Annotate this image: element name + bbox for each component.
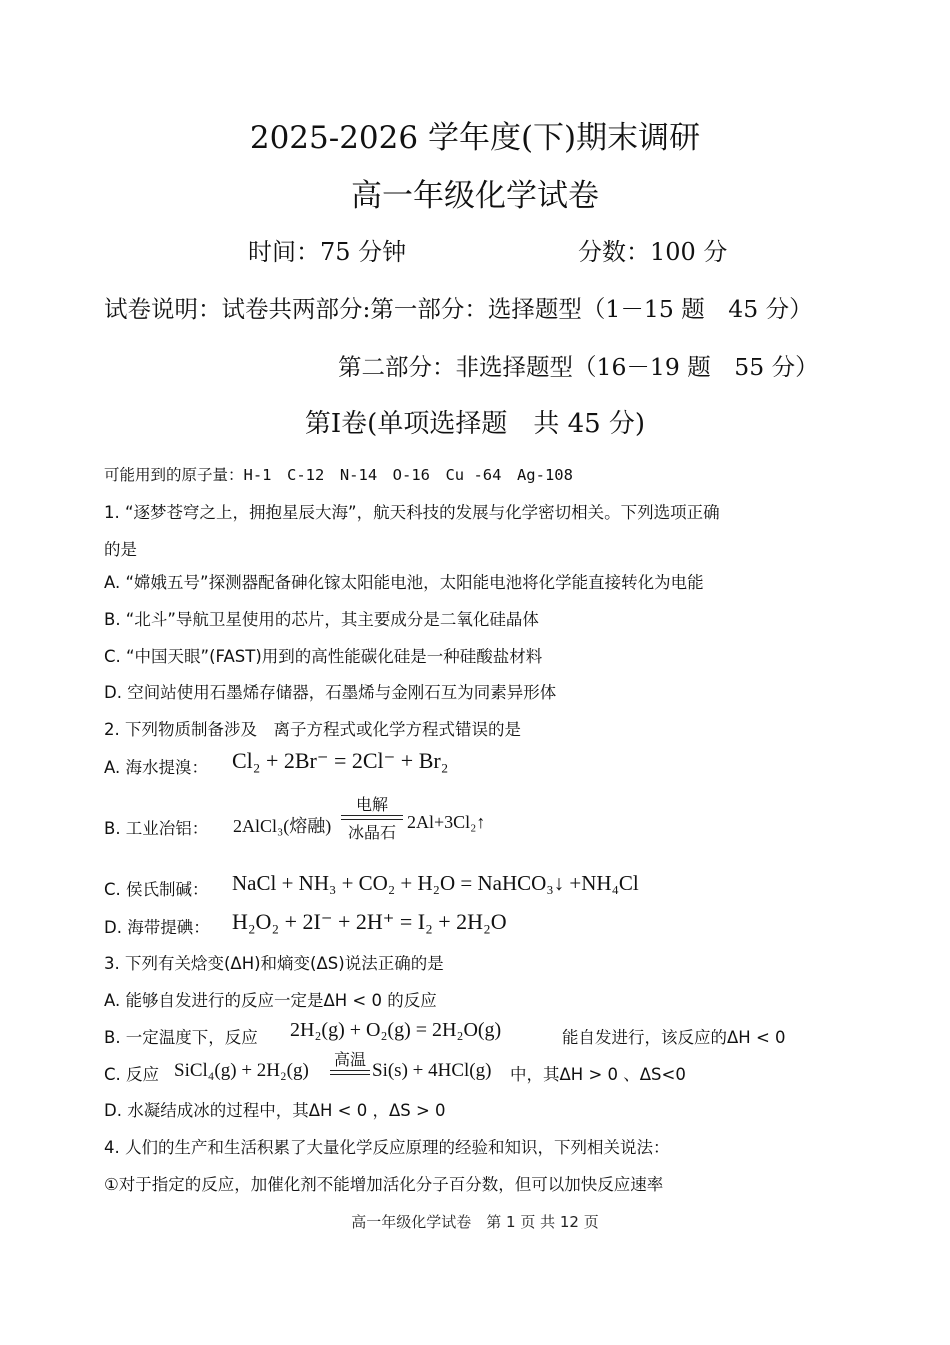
question-3-option-b-post: 能自发进行，该反应的ΔH < 0 (562, 1028, 786, 1047)
question-2-option-b-condition (341, 792, 403, 843)
question-3-stem: 3. 下列有关焓变(ΔH)和熵变(ΔS)说法正确的是 (104, 954, 444, 973)
question-2-option-c-label: C. 侯氏制碱： (104, 880, 209, 899)
page-footer: 高一年级化学试卷 第 1 页 共 12 页 (351, 1213, 599, 1231)
condition-top: 高温 (333, 1050, 366, 1069)
score-label: 分数：100 分 (578, 238, 728, 266)
question-2-option-b-label: B. 工业冶铝： (104, 819, 209, 838)
question-2-option-a-label: A. 海水提溴： (104, 758, 208, 777)
time-label: 时间：75 分钟 (248, 238, 407, 266)
question-3-option-b-pre: B. 一定温度下，反应 (104, 1028, 258, 1047)
question-3-option-c-pre: C. 反应 (104, 1065, 160, 1084)
question-2-option-a-formula: Cl₂ + 2Br⁻ = 2Cl⁻ + Br₂ (232, 748, 449, 773)
condition-top: 电解 (355, 795, 388, 814)
question-3-option-d: D. 水凝结成冰的过程中，其ΔH < 0 ，ΔS > 0 (104, 1101, 446, 1120)
question-2-option-d-formula: H₂O₂ + 2I⁻ + 2H⁺ = I₂ + 2H₂O (232, 909, 507, 934)
paper-description-part2: 第二部分：非选择题型（16－19 题 55 分） (338, 353, 819, 381)
condition-bottom: 冰晶石 (347, 823, 396, 842)
exam-subtitle: 高一年级化学试卷 (351, 178, 599, 214)
question-4-item-1: ①对于指定的反应，加催化剂不能增加活化分子百分数，但可以加快反应速率 (104, 1175, 664, 1194)
question-1-stem: 1. “逐梦苍穹之上，拥抱星辰大海”，航天科技的发展与化学密切相关。下列选项正确 (104, 503, 720, 522)
question-3-option-a: A. 能够自发进行的反应一定是ΔH < 0 的反应 (104, 991, 437, 1010)
question-2-stem: 2. 下列物质制备涉及 离子方程式或化学方程式错误的是 (104, 720, 521, 739)
question-4-stem: 4. 人们的生产和生活积累了大量化学反应原理的经验和知识，下列相关说法： (104, 1138, 670, 1157)
equals-sign (330, 1070, 370, 1075)
question-1-option-d: D. 空间站使用石墨烯存储器，石墨烯与金刚石互为同素异形体 (104, 683, 557, 702)
paper-description: 试卷说明：试卷共两部分:第一部分：选择题型（1－15 题 45 分） (104, 295, 813, 323)
question-3-option-c-left: SiCl₄(g) + 2H₂(g) (174, 1060, 309, 1081)
question-3-option-b-formula: 2H₂(g) + O₂(g) = 2H₂O(g) (290, 1019, 502, 1041)
question-3-option-c-right: Si(s) + 4HCl(g) (372, 1060, 492, 1081)
atomic-masses: 可能用到的原子量：H-1 C-12 N-14 O-16 Cu -64 Ag-108 (104, 466, 573, 484)
question-1-option-b: B. “北斗”导航卫星使用的芯片，其主要成分是二氧化硅晶体 (104, 610, 539, 629)
question-2-option-b-left: 2AlCl₃(熔融) (233, 816, 332, 836)
question-1-option-c: C. “中国天眼”(FAST)用到的高性能碳化硅是一种硅酸盐材料 (104, 647, 543, 666)
exam-title: 2025-2026 学年度(下)期末调研 (249, 120, 701, 156)
question-2-option-b-right: 2Al+3Cl₂↑ (407, 812, 486, 832)
question-1-option-a: A. “嫦娥五号”探测器配备砷化镓太阳能电池，太阳能电池将化学能直接转化为电能 (104, 573, 704, 592)
section-title: 第Ⅰ卷(单项选择题 共 45 分) (304, 409, 646, 439)
question-3-option-c-condition (330, 1047, 370, 1075)
question-3-option-c-post: 中，其ΔH > 0 、ΔS<0 (510, 1065, 686, 1084)
question-1-stem-cont: 的是 (104, 540, 137, 559)
question-2-option-d-label: D. 海带提碘： (104, 918, 210, 937)
question-2-option-c-formula: NaCl + NH₃ + CO₂ + H₂O = NaHCO₃↓ +NH₄Cl (232, 871, 639, 895)
